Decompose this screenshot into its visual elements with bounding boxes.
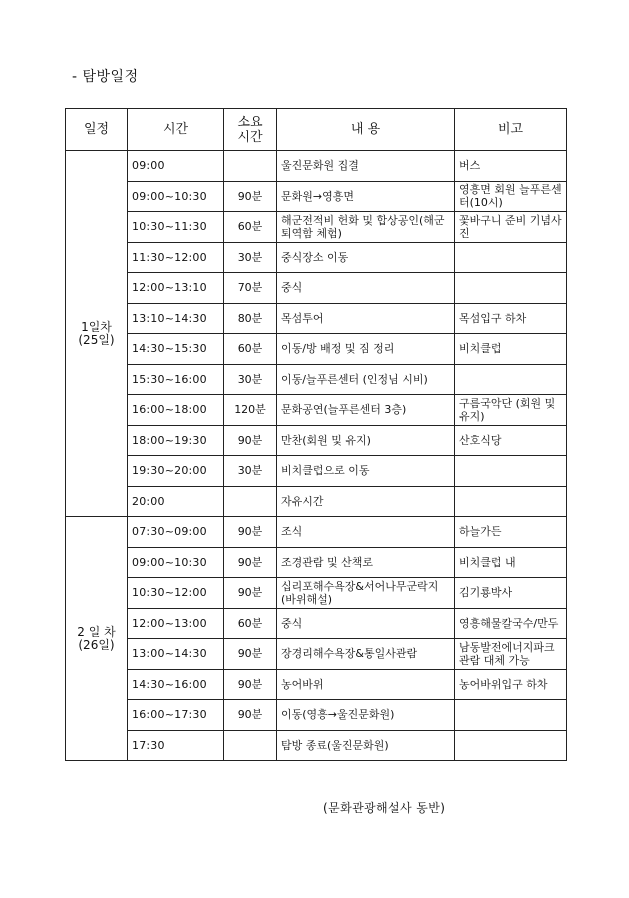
header-row [66,109,567,151]
note-cell: 구름국악단 (회원 및 유지) [455,395,567,426]
schedule-row [66,242,567,273]
note-cell [455,486,567,517]
schedule-row [66,425,567,456]
content-cell: 조식 [277,517,455,548]
content-cell: 중식 [277,608,455,639]
content-cell: 목섬투어 [277,303,455,334]
day-label: 1일차 [81,319,112,334]
note-cell: 비치클럽 내 [455,547,567,578]
note-cell: 남동발전에너지파크 관람 대체 가능 [455,639,567,670]
time-cell: 19:30~20:00 [128,456,224,487]
header-content: 내 용 [277,109,455,151]
duration-cell: 90분 [224,181,277,212]
duration-cell: 90분 [224,578,277,609]
content-cell: 탐방 종료(울진문화원) [277,730,455,761]
day-label: 2 일 차 [77,624,116,639]
note-cell [455,730,567,761]
schedule-row [66,181,567,212]
content-cell: 문화원→영흥면 [277,181,455,212]
time-cell: 12:00~13:10 [128,273,224,304]
schedule-row [66,486,567,517]
time-cell: 15:30~16:00 [128,364,224,395]
content-cell: 이동/늘푸른센터 (인정님 시비) [277,364,455,395]
note-cell: 꽃바구니 준비 기념사진 [455,212,567,243]
schedule-row [66,334,567,365]
duration-cell: 30분 [224,456,277,487]
note-cell: 비치클럽 [455,334,567,365]
duration-cell: 60분 [224,212,277,243]
note-cell [455,700,567,731]
content-cell: 이동/방 배정 및 짐 정리 [277,334,455,365]
content-cell: 이동(영흥→울진문화원) [277,700,455,731]
duration-cell: 80분 [224,303,277,334]
time-cell: 09:00~10:30 [128,547,224,578]
content-cell: 중식 [277,273,455,304]
schedule-row [66,639,567,670]
schedule-row [66,578,567,609]
schedule-row [66,730,567,761]
duration-cell: 60분 [224,608,277,639]
duration-cell: 90분 [224,700,277,731]
time-cell: 10:30~11:30 [128,212,224,243]
time-cell: 18:00~19:30 [128,425,224,456]
time-cell: 10:30~12:00 [128,578,224,609]
note-cell: 농어바위입구 하차 [455,669,567,700]
footer-note: (문화관광해설사 동반) [323,801,446,815]
duration-cell: 90분 [224,517,277,548]
time-cell: 14:30~16:00 [128,669,224,700]
day-date: (26일) [78,637,115,652]
content-cell: 십리포해수욕장&서어나무군락지(바위해설) [277,578,455,609]
time-cell: 20:00 [128,486,224,517]
time-cell: 11:30~12:00 [128,242,224,273]
schedule-row [66,547,567,578]
schedule-row [66,700,567,731]
schedule-row [66,395,567,426]
day-cell [66,151,128,517]
duration-cell: 120분 [224,395,277,426]
time-cell: 14:30~15:30 [128,334,224,365]
time-cell: 16:00~17:30 [128,700,224,731]
time-cell: 07:30~09:00 [128,517,224,548]
schedule-body [66,151,567,761]
content-cell: 중식장소 이동 [277,242,455,273]
duration-cell: 90분 [224,669,277,700]
schedule-row [66,273,567,304]
note-cell: 버스 [455,151,567,182]
schedule-table [65,108,567,761]
time-cell: 09:00 [128,151,224,182]
header-duration [224,109,277,151]
time-cell: 13:10~14:30 [128,303,224,334]
schedule-row [66,608,567,639]
time-cell: 09:00~10:30 [128,181,224,212]
header-note: 비고 [455,109,567,151]
header-duration-line1: 소요 [237,114,263,130]
note-cell: 산호식당 [455,425,567,456]
duration-cell [224,151,277,182]
header-duration-line2: 시간 [237,129,263,145]
duration-cell [224,486,277,517]
content-cell: 장경리해수욕장&통일사관람 [277,639,455,670]
section-heading: - 탐방일정 [72,69,139,85]
schedule-row [66,456,567,487]
note-cell: 영흥면 회원 늘푸른센터(10시) [455,181,567,212]
note-cell [455,456,567,487]
header-day: 일정 [66,109,128,151]
note-cell [455,242,567,273]
duration-cell: 60분 [224,334,277,365]
duration-cell: 30분 [224,242,277,273]
duration-cell: 90분 [224,547,277,578]
schedule-row [66,517,567,548]
schedule-row [66,212,567,243]
content-cell: 농어바위 [277,669,455,700]
note-cell [455,273,567,304]
schedule-row [66,364,567,395]
content-cell: 자유시간 [277,486,455,517]
header-time: 시간 [128,109,224,151]
schedule-row [66,151,567,182]
content-cell: 만찬(회원 및 유지) [277,425,455,456]
day-date: (25일) [78,332,115,347]
schedule-row [66,303,567,334]
time-cell: 16:00~18:00 [128,395,224,426]
note-cell: 김기룡박사 [455,578,567,609]
content-cell: 해군전적비 헌화 및 합상공인(해군퇴역함 체험) [277,212,455,243]
note-cell [455,364,567,395]
duration-cell: 70분 [224,273,277,304]
schedule-row [66,669,567,700]
day-cell [66,517,128,761]
time-cell: 12:00~13:00 [128,608,224,639]
duration-cell: 30분 [224,364,277,395]
content-cell: 문화공연(늘푸른센터 3층) [277,395,455,426]
duration-cell: 90분 [224,425,277,456]
duration-cell: 90분 [224,639,277,670]
note-cell: 영흥해물칼국수/만두 [455,608,567,639]
content-cell: 울진문화원 집결 [277,151,455,182]
time-cell: 17:30 [128,730,224,761]
note-cell: 목섬입구 하차 [455,303,567,334]
content-cell: 비치클럽으로 이동 [277,456,455,487]
duration-cell [224,730,277,761]
time-cell: 13:00~14:30 [128,639,224,670]
content-cell: 조경관람 및 산책로 [277,547,455,578]
note-cell: 하늘가든 [455,517,567,548]
